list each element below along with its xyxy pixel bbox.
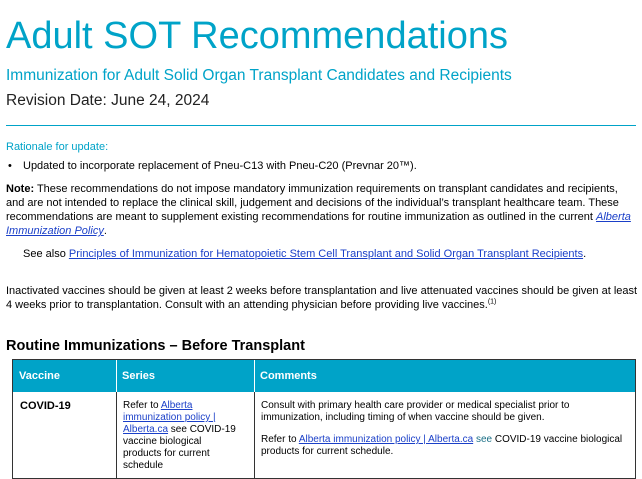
table-header-row bbox=[13, 360, 635, 392]
column-divider-1 bbox=[116, 392, 117, 479]
immunization-table bbox=[12, 359, 636, 479]
section-heading: Routine Immunizations – Before Transplant bbox=[6, 338, 305, 354]
note-paragraph bbox=[6, 182, 634, 238]
cell-series-covid19 bbox=[123, 400, 241, 472]
page-title: Adult SOT Recommendations bbox=[6, 15, 508, 57]
comments-suffix: COVID-19 vaccine biological products for current schedule. bbox=[261, 434, 623, 457]
cell-comments-covid19 bbox=[261, 400, 633, 458]
paragraph-gap bbox=[261, 424, 633, 434]
reference-marker: (1) bbox=[487, 298, 497, 306]
header-divider-2 bbox=[254, 360, 255, 392]
cell-vaccine-covid19: COVID-19 bbox=[20, 400, 71, 412]
series-suffix: see COVID-19 vaccine biological products for current schedule bbox=[123, 424, 236, 471]
note-text: These recommendations do not impose mandatory immunization requirements on transplant candidates and recipients, and are not intended to replace the clinical skill, judgement and decisions of the individual’s transplant healthcare team. These recommendations are meant to supplement existing recommendations for routine immunization as outlined in the current bbox=[6, 183, 619, 223]
column-divider-2 bbox=[254, 392, 255, 479]
see-also-prefix: See also bbox=[23, 248, 69, 260]
see-also-paragraph bbox=[23, 247, 623, 261]
principles-of-immunization-link[interactable]: Principles of Immunization for Hematopoietic Stem Cell Transplant and Solid Organ Transplant Recipients bbox=[68, 248, 584, 260]
header-divider bbox=[6, 125, 636, 126]
note-label: Note: bbox=[6, 183, 35, 195]
header-divider-1 bbox=[116, 360, 117, 392]
comments-prefix: Refer to bbox=[261, 434, 299, 445]
revision-date: Revision Date: June 24, 2024 bbox=[6, 92, 210, 109]
see-also-end: . bbox=[583, 248, 587, 260]
alberta-immunization-policy-link[interactable]: Alberta Immunization Policy bbox=[6, 211, 631, 237]
comments-see: see bbox=[473, 434, 493, 445]
comments-paragraph-1: Consult with primary health care provider or medical specialist prior to immunization, including timing of when vaccine should be given. bbox=[261, 400, 570, 423]
rationale-item: Updated to incorporate replacement of Pneu-C13 with Pneu-C20 (Prevnar 20™). bbox=[23, 160, 417, 172]
series-prefix: Refer to bbox=[123, 400, 161, 411]
column-header-series: Series bbox=[122, 370, 156, 382]
column-header-comments: Comments bbox=[260, 370, 317, 382]
page-subtitle: Immunization for Adult Solid Organ Transplant Candidates and Recipients bbox=[6, 67, 512, 84]
bullet-marker: • bbox=[8, 160, 12, 172]
note-end: . bbox=[103, 225, 107, 237]
column-header-vaccine: Vaccine bbox=[19, 370, 60, 382]
series-alberta-policy-link[interactable]: Alberta immunization policy | Alberta.ca bbox=[123, 400, 216, 435]
comments-alberta-policy-link[interactable]: Alberta immunization policy | Alberta.ca bbox=[298, 434, 474, 445]
live-vaccines-text: Inactivated vaccines should be given at least 2 weeks before transplantation and live attenuated vaccines should be given at least 4 weeks prior to transplantation. Consult with an attending physician before providing live vaccines. bbox=[6, 285, 638, 311]
live-vaccines-paragraph bbox=[6, 284, 638, 312]
rationale-label: Rationale for update: bbox=[6, 141, 109, 153]
